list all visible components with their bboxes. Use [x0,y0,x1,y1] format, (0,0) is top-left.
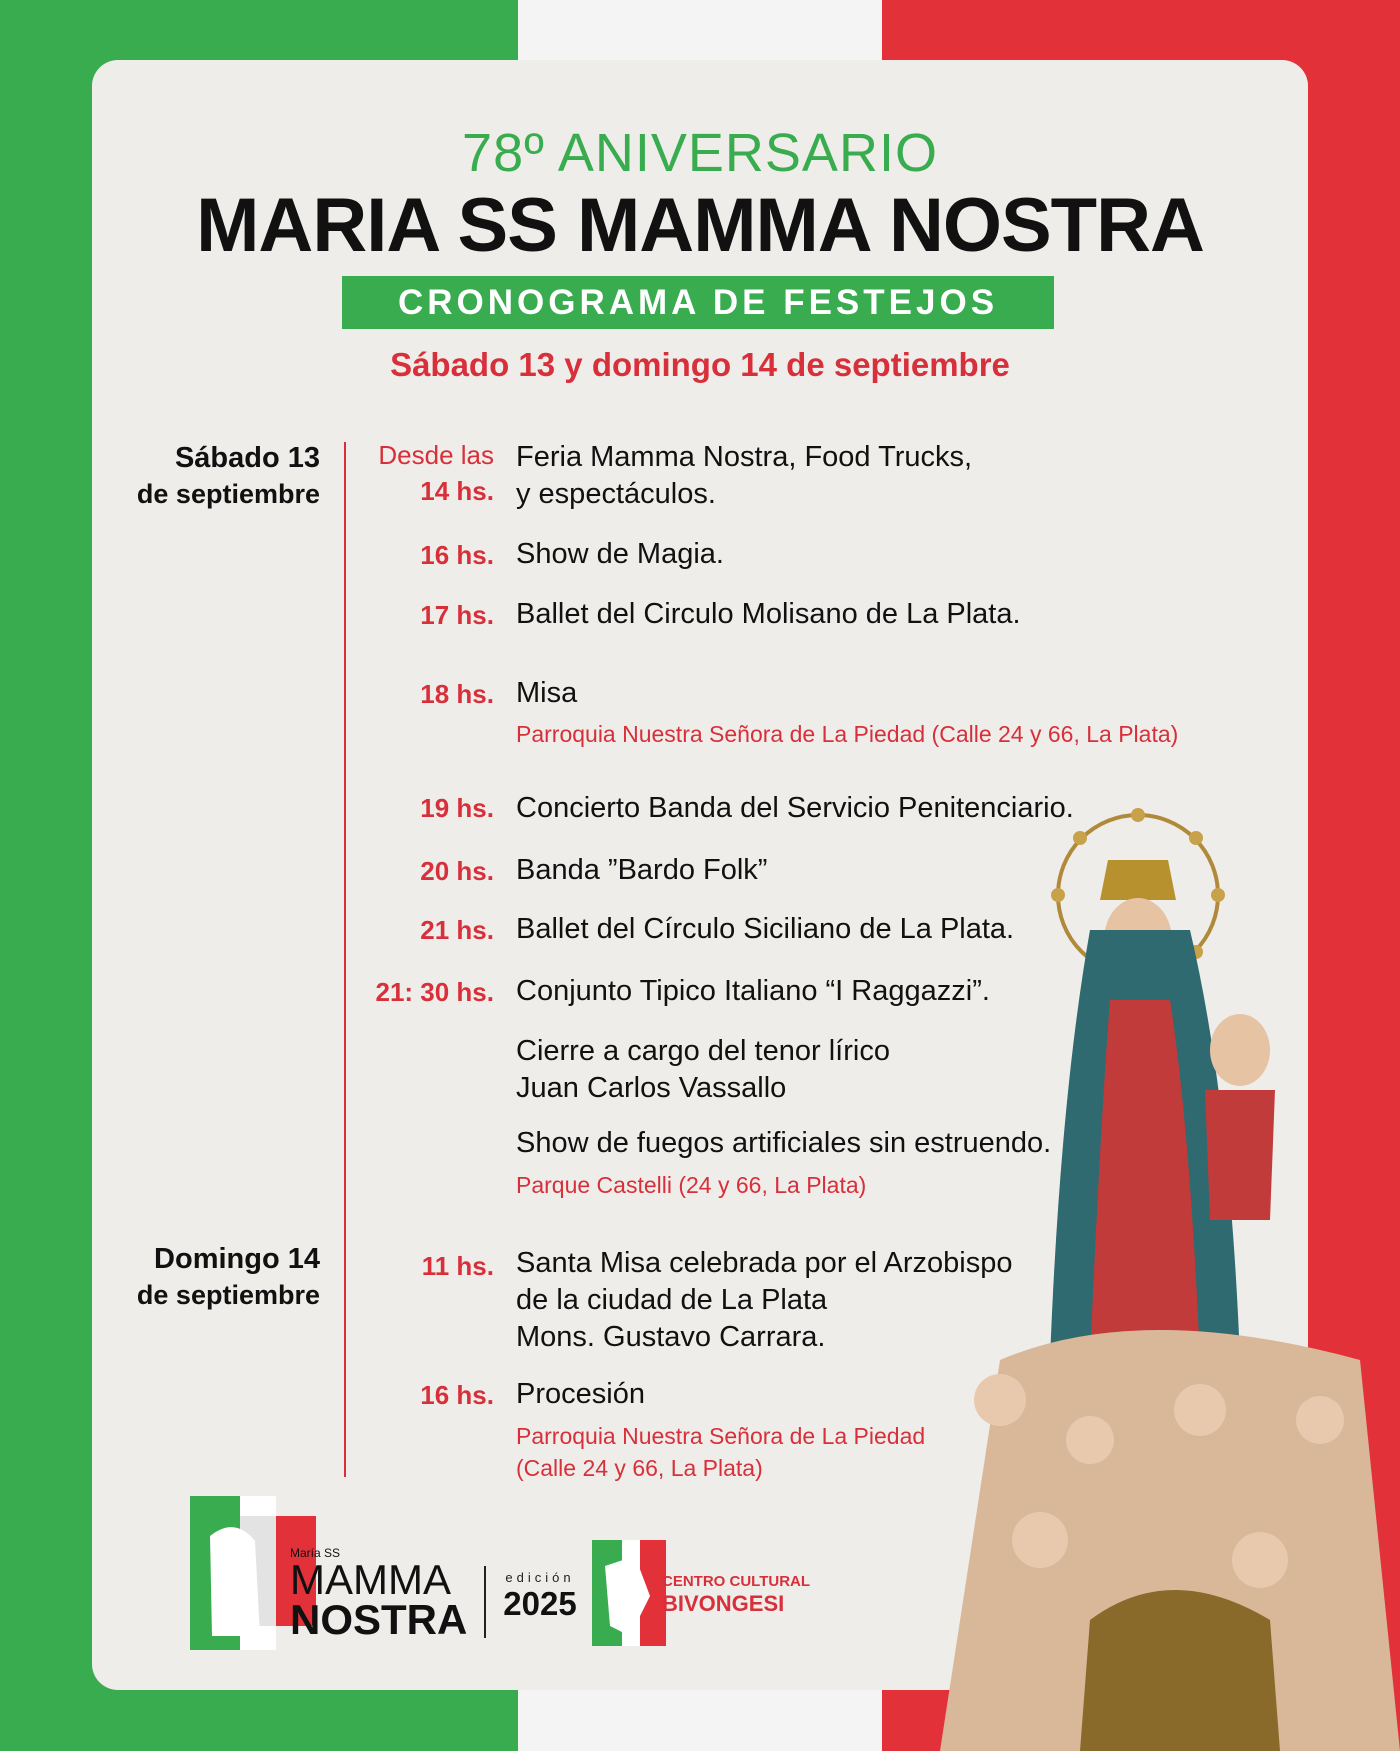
event-description [516,1245,1013,1356]
event-line: Procesión [516,1378,645,1410]
mamma-nostra-logo [290,1546,468,1643]
madonna-silhouette-icon [210,1527,260,1636]
location-line: Parque Castelli (24 y 66, La Plata) [516,1172,867,1198]
event-time: 19 hs. [420,793,494,823]
child-face-shape [1210,1014,1270,1086]
logo-small-text: María SS [290,1546,341,1560]
page-title: MARIA SS MAMMA NOSTRA [196,183,1204,268]
event-description [516,1376,645,1413]
event-line: Mons. Gustavo Carrara. [516,1321,826,1353]
event-description [516,852,767,889]
event-description [516,675,577,712]
anniversary-heading: 78º ANIVERSARIO [462,123,938,183]
location-line: Parroquia Nuestra Señora de La Piedad [516,1423,926,1449]
time-value: 14 hs. [420,476,494,506]
pedestal-shape [1080,1590,1280,1751]
edition-label: edición [505,1570,575,1585]
event-line: Show de Magia. [516,538,724,570]
day-label-line: Domingo 14 [154,1243,320,1275]
event-line: Misa [516,677,578,709]
virgin-statue-illustration [940,800,1400,1751]
event-location [516,718,1178,750]
event-description [516,1033,890,1107]
event-description [516,596,1021,633]
crown-icon [1100,860,1176,900]
event-time: 16 hs. [420,540,494,570]
location-line: Parroquia Nuestra Señora de La Piedad (Calle 24 y 66, La Plata) [516,721,1179,747]
event-time: 18 hs. [420,679,494,709]
day-label-line: de septiembre [136,479,320,509]
location-line: (Calle 24 y 66, La Plata) [516,1455,763,1481]
day-label-line: Sábado 13 [174,442,320,474]
event-time: 11 hs. [421,1251,494,1281]
event-line: Show de fuegos artificiales sin estruendo. [516,1127,1052,1159]
event-line: y espectáculos. [516,478,716,510]
event-description [516,439,972,513]
event-line: Ballet del Circulo Molisano de La Plata. [516,598,1021,630]
child-robe-shape [1205,1090,1275,1220]
event-line: Santa Misa celebrada por el Arzobispo [516,1247,1013,1279]
event-time: 20 hs. [420,856,494,886]
event-line: Banda ”Bardo Folk” [516,854,768,886]
event-line: Ballet del Círculo Siciliano de La Plata. [516,913,1015,945]
centro-cultural-logo [662,1572,810,1616]
event-line: Juan Carlos Vassallo [516,1072,787,1104]
edition-badge [498,1570,582,1623]
event-location [516,1420,925,1484]
event-line: Cierre a cargo del tenor lírico [516,1035,890,1067]
logo-line: MAMMA [290,1556,451,1603]
event-location [516,1169,866,1201]
logo-line: NOSTRA [290,1596,468,1643]
edition-year: 2025 [503,1585,577,1622]
event-time [378,437,494,509]
event-line: de la ciudad de La Plata [516,1284,828,1316]
day-label-sunday [100,1241,320,1313]
event-line: Feria Mamma Nostra, Food Trucks, [516,441,973,473]
logo-line: CENTRO CULTURAL [662,1573,811,1590]
event-dates: Sábado 13 y domingo 14 de septiembre [390,346,1010,383]
timeline-divider [344,442,346,1477]
schedule-banner: CRONOGRAMA DE FESTEJOS [342,276,1054,329]
day-label-saturday [100,440,320,512]
event-line: Conjunto Tipico Italiano “I Raggazzi”. [516,975,990,1007]
footer-divider [484,1566,486,1638]
day-label-line: de septiembre [136,1280,320,1310]
event-time: 17 hs. [420,600,494,630]
event-description [516,973,990,1010]
event-line: Concierto Banda del Servicio Penitenciario. [516,792,1074,824]
event-description [516,536,724,573]
event-time: 21: 30 hs. [375,977,494,1007]
logo-line: BIVONGESI [662,1591,785,1616]
event-time: 16 hs. [420,1380,494,1410]
event-time: 21 hs. [420,915,494,945]
time-prefix: Desde las [378,440,494,470]
